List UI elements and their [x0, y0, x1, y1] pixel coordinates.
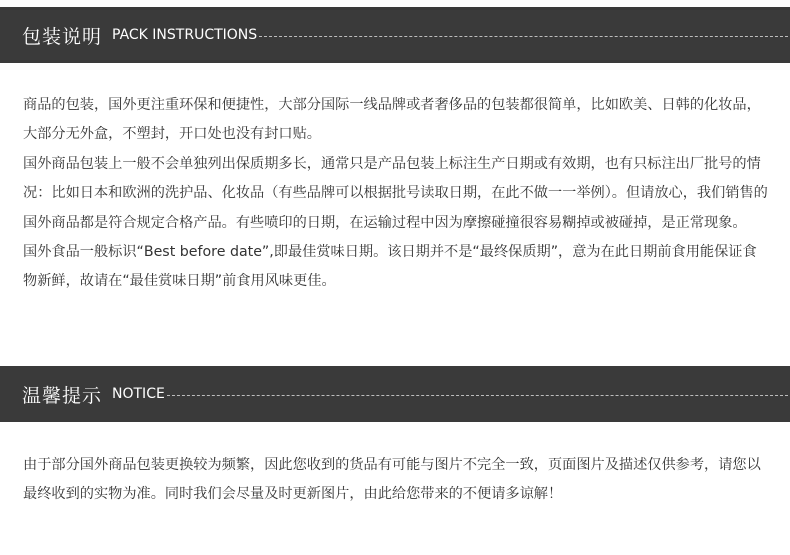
- pack-instructions-title-en: PACK INSTRUCTIONS: [112, 27, 258, 43]
- pack-paragraph: 商品的包装，国外更注重环保和便捷性，大部分国际一线品牌或者奢侈品的包装都很简单，比如欧美、日韩的化妆品，大部分无外盒，不塑封，开口处也没有封口贴。: [23, 97, 761, 143]
- pack-instructions-header: [0, 7, 790, 63]
- notice-title-cn: 温馨提示: [22, 384, 103, 407]
- header-dashed-divider: [259, 36, 788, 37]
- pack-paragraph: 国外食品一般标识“Best before date”,即最佳赏味日期。该日期并不是“最终保质期”，意为在此日期前食用能保证食物新鲜，故请在“最佳赏味日期”前食用风味更佳。: [23, 244, 757, 290]
- pack-instructions-title-cn: 包装说明: [22, 25, 103, 48]
- notice-header: [0, 366, 790, 422]
- notice-body: [23, 451, 768, 510]
- notice-paragraph: 由于部分国外商品包装更换较为频繁，因此您收到的货品有可能与图片不完全一致，页面图片及描述仅供参考，请您以最终收到的实物为准。同时我们会尽量及时更新图片，由此给您带来的不便请多谅解！: [23, 457, 761, 503]
- pack-instructions-body: [23, 91, 768, 297]
- pack-paragraph: 国外商品包装上一般不会单独列出保质期多长，通常只是产品包装上标注生产日期或有效期，也有只标注出厂批号的情况：比如日本和欧洲的洗护品、化妆品（有些品牌可以根据批号读取日期，在此不做一一举例）。但请放心，我们销售的国外商品都是符合规定合格产品。有些喷印的日期，在运输过程中因为摩擦碰撞很容易糊掉或被碰掉，是正常现象。: [23, 155, 768, 231]
- notice-title-en: NOTICE: [112, 386, 165, 402]
- header-dashed-divider: [167, 395, 788, 396]
